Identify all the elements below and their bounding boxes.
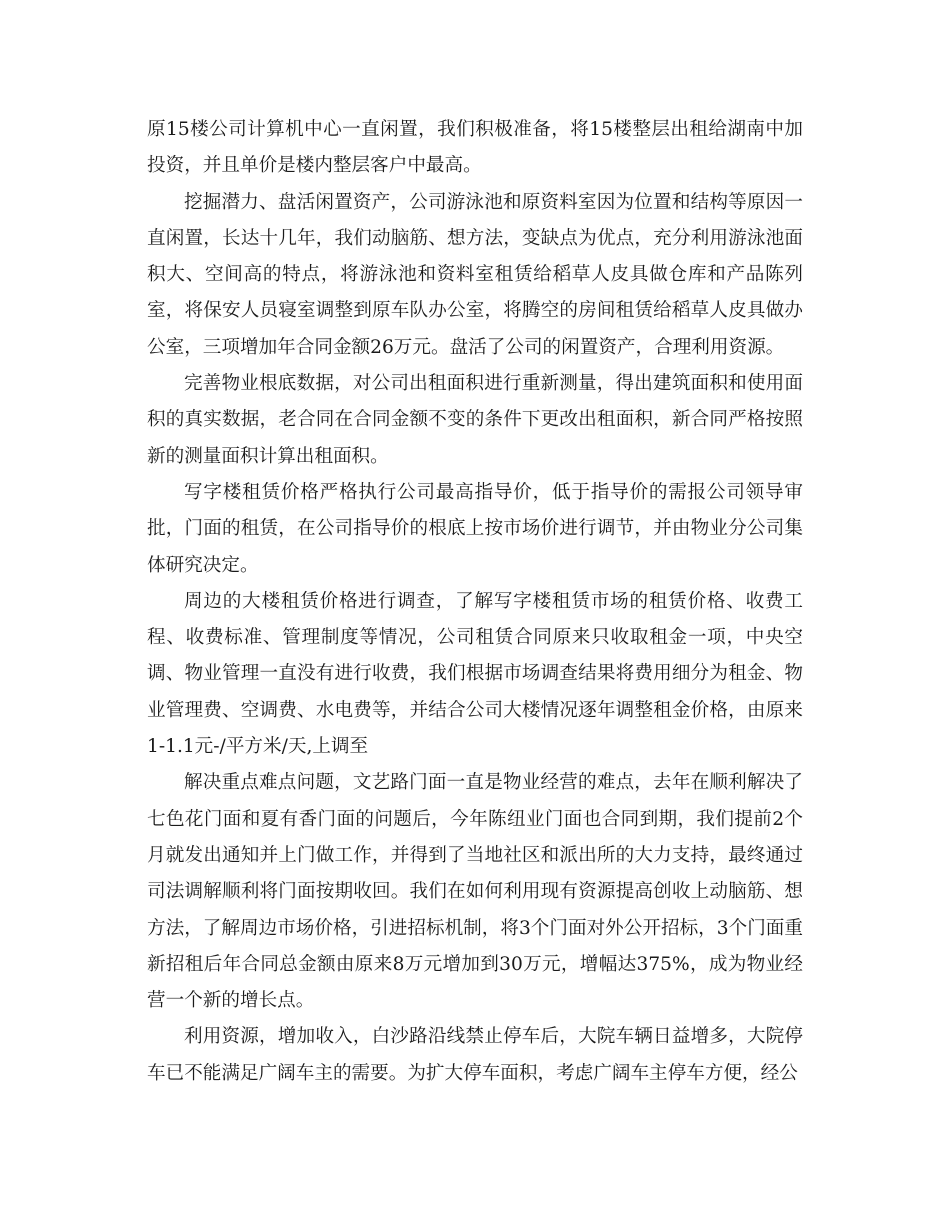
paragraph-7: 利用资源，增加收入，白沙路沿线禁止停车后，大院车辆日益增多，大院停车已不能满足广阔车主的需要。为扩大停车面积，考虑广阔车主停车方便，经公: [147, 1026, 803, 1084]
paragraph-3: 完善物业根底数据，对公司出租面积进行重新测量，得出建筑面积和使用面积的真实数据，老合同在合同金额不变的条件下更改出租面积，新合同严格按照新的测量面积计算出租面积。: [147, 373, 803, 467]
paragraph-2: 挖掘潜力、盘活闲置资产，公司游泳池和原资料室因为位置和结构等原因一直闲置，长达十几年，我们动脑筋、想方法，变缺点为优点，充分利用游泳池面积大、空间高的特点，将游泳池和资料室租赁给稻草人皮具做仓库和产品陈列室，将保安人员寝室调整到原车队办公室，将腾空的房间租赁给稻草人皮具做办公室，三项增加年合同金额26万元。盘活了公司的闲置资产，合理利用资源。: [147, 191, 803, 358]
paragraph-4: 写字楼租赁价格严格执行公司最高指导价，低于指导价的需报公司领导审批，门面的租赁，在公司指导价的根底上按市场价进行调节，并由物业分公司集体研究决定。: [147, 481, 803, 576]
paragraph-6: 解决重点难点问题，文艺路门面一直是物业经营的难点，去年在顺利解决了七色花门面和夏有香门面的问题后，今年陈纽业门面也合同到期，我们提前2个月就发出通知并上门做工作，并得到了当地社区和派出所的大力支持，最终通过司法调解顺利将门面按期收回。我们在如何利用现有资源提高创收上动脑筋、想方法，了解周边市场价格，引进招标机制，将3个门面对外公开招标，3个门面重新招租后年合同总金额由原来8万元增加到30万元，增幅达375%，成为物业经营一个新的增长点。: [147, 772, 803, 1012]
paragraph-5: 周边的大楼租赁价格进行调查，了解写字楼租赁市场的租赁价格、收费工程、收费标准、管理制度等情况，公司租赁合同原来只收取租金一项，中央空调、物业管理一直没有进行收费，我们根据市场调查结果将费用细分为租金、物业管理费、空调费、水电费等，并结合公司大楼情况逐年调整租金价格，由原来1-1.1元-/平方米/天,上调至: [147, 590, 803, 758]
paragraph-1: 原15楼公司计算机中心一直闲置，我们积极准备，将15楼整层出租给湖南中加投资，并且单价是楼内整层客户中最高。: [147, 119, 803, 177]
document-body: [147, 112, 803, 1092]
